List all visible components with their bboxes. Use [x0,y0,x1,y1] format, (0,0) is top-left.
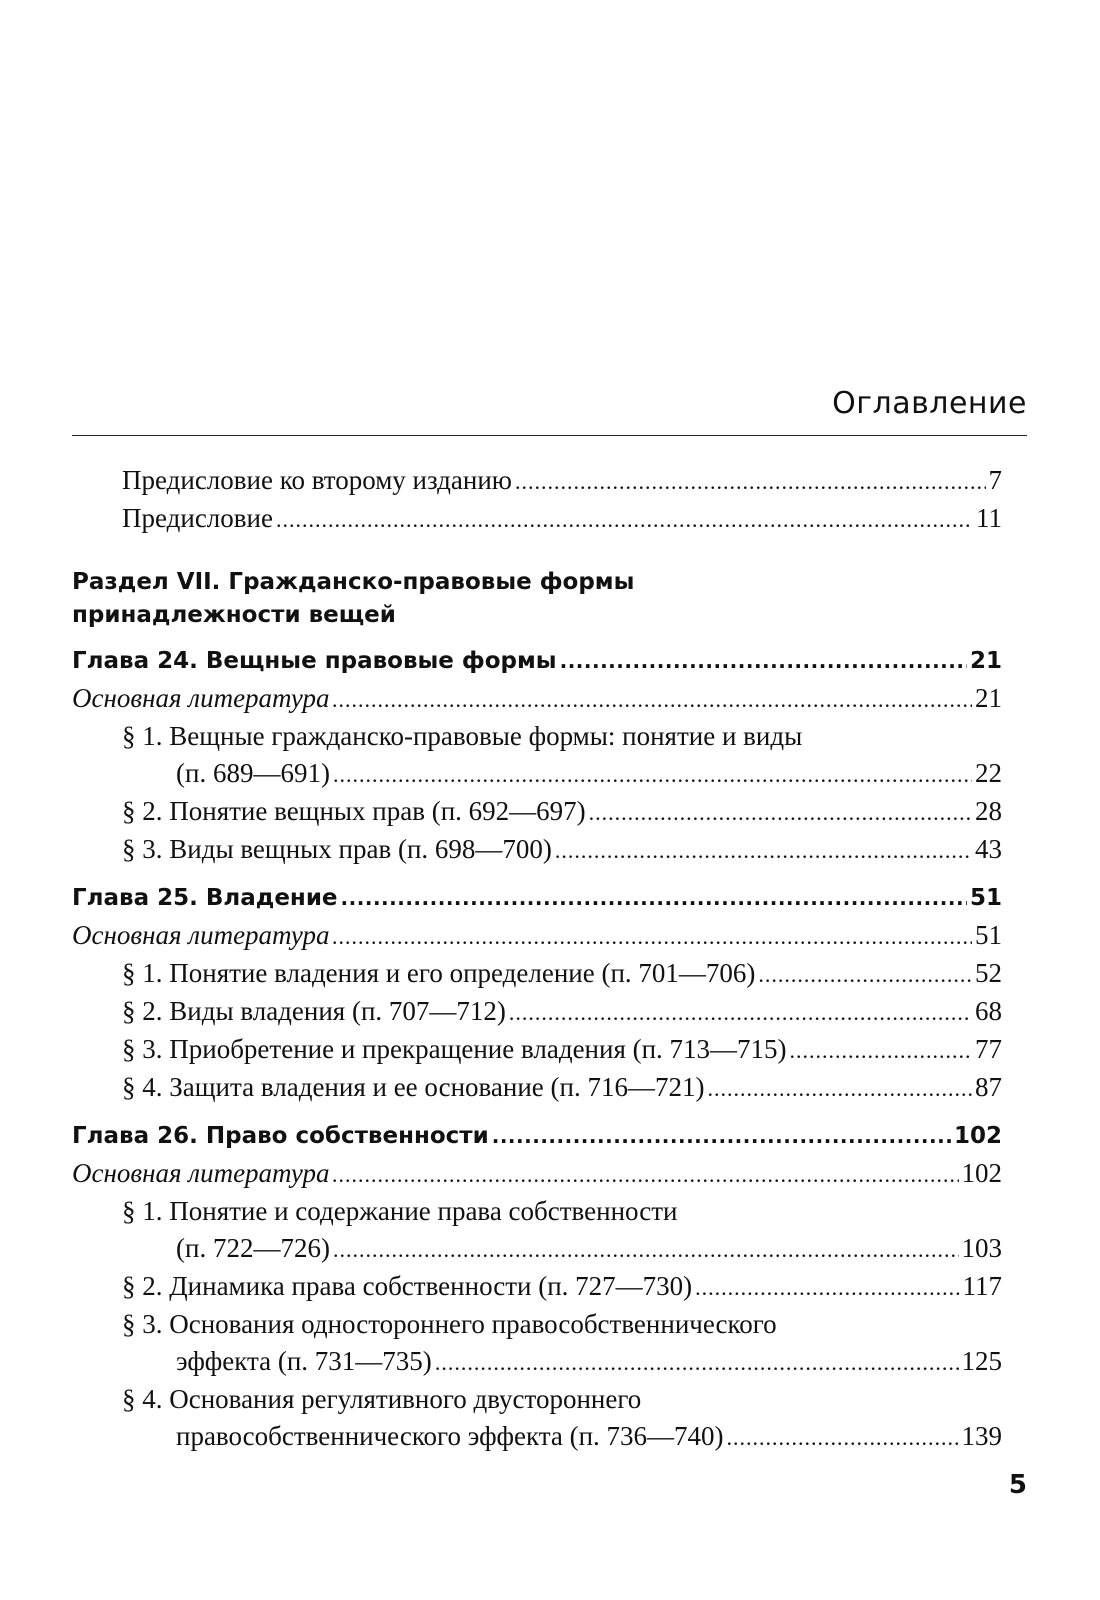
dot-leader [333,1230,959,1268]
dot-leader [341,881,967,915]
chapter-title: Глава 26. Право собственности [72,1123,489,1149]
entry-page: 22 [975,758,1002,788]
dot-leader [333,1155,959,1193]
entry-title: § 1. Понятие владения и его определение (п. 701—706) [122,958,756,988]
toc-heading: Оглавление [832,386,1027,421]
entry-page: 11 [976,503,1002,533]
toc-entry-literature[interactable] [72,1155,1002,1193]
entry-page: 117 [962,1271,1002,1301]
toc-entry-ch24-s1[interactable] [72,718,1002,793]
entry-title-line-2: эффекта (п. 731—735) [176,1346,432,1376]
section-line-2: принадлежности вещей [72,602,396,628]
dot-leader [589,793,972,831]
entry-title: Основная литература [72,1158,330,1188]
entry-page: 77 [975,1034,1002,1064]
entry-page: 87 [975,1072,1002,1102]
toc-entry-ch26-s3[interactable] [72,1306,1002,1381]
entry-title-line-1: § 1. Понятие и содержание права собственности [122,1196,678,1226]
entry-title: § 2. Динамика права собственности (п. 727—730) [122,1271,693,1301]
dot-leader [515,462,986,500]
toc-entry-ch26-s2[interactable] [72,1268,1002,1306]
toc-chapter-24[interactable] [72,644,1002,678]
toc-chapter-26[interactable] [72,1119,1002,1153]
section-line-1: Раздел VII. Гражданско-правовые формы [72,569,635,595]
dot-leader [435,1343,959,1381]
dot-leader [509,993,972,1031]
toc-entry-ch24-s2[interactable] [72,793,1002,831]
toc-entry-ch25-s3[interactable] [72,1031,1002,1069]
entry-page: 68 [975,996,1002,1026]
entry-page: 103 [961,1233,1002,1263]
entry-title-line-2: (п. 722—726) [176,1233,330,1263]
entry-page: 139 [961,1421,1002,1451]
entry-title-line-2: (п. 689—691) [176,758,330,788]
entry-page: 102 [961,1158,1002,1188]
chapter-page: 102 [953,1123,1002,1149]
entry-title-line-2: правособственнического эффекта (п. 736—740) [176,1421,724,1451]
dot-leader [492,1119,951,1153]
entry-title: Предисловие [122,503,273,533]
dot-leader [560,644,967,678]
chapter-title: Глава 25. Владение [72,885,338,911]
dot-leader [695,1268,959,1306]
table-of-contents [72,462,1002,1456]
entry-title: § 2. Виды владения (п. 707—712) [122,996,506,1026]
dot-leader [333,917,972,955]
toc-entry-ch25-s1[interactable] [72,955,1002,993]
section-heading [72,566,1002,632]
dot-leader [758,955,972,993]
entry-title: § 2. Понятие вещных прав (п. 692—697) [122,796,586,826]
entry-title-line-1: § 4. Основания регулятивного двустороннего [122,1384,642,1414]
page-number: 5 [1008,1470,1027,1500]
entry-page: 28 [975,796,1002,826]
toc-entry-literature[interactable] [72,917,1002,955]
chapter-title: Глава 24. Вещные правовые формы [72,648,557,674]
chapter-page: 51 [969,885,1002,911]
heading-rule [72,435,1027,436]
dot-leader [727,1418,959,1456]
toc-entry-ch26-s4[interactable] [72,1381,1002,1456]
entry-page: 21 [975,683,1002,713]
toc-entry-ch25-s4[interactable] [72,1069,1002,1107]
entry-page: 7 [988,465,1002,495]
entry-page: 125 [961,1346,1002,1376]
entry-title: Основная литература [72,920,330,950]
entry-title: § 4. Защита владения и ее основание (п. 716—721) [122,1072,705,1102]
toc-entry-ch26-s1[interactable] [72,1193,1002,1268]
entry-title: § 3. Виды вещных прав (п. 698—700) [122,834,552,864]
entry-title-line-1: § 3. Основания одностороннего правособственнического [122,1309,777,1339]
toc-chapter-25[interactable] [72,881,1002,915]
dot-leader [790,1031,972,1069]
toc-entry-literature[interactable] [72,680,1002,718]
dot-leader [333,755,972,793]
toc-entry-preface[interactable] [72,500,1002,538]
entry-title-line-1: § 1. Вещные гражданско-правовые формы: понятие и виды [122,721,803,751]
toc-entry-ch24-s3[interactable] [72,831,1002,869]
entry-title: Предисловие ко второму изданию [122,465,512,495]
chapter-page: 21 [969,648,1002,674]
entry-page: 51 [975,920,1002,950]
dot-leader [333,680,972,718]
dot-leader [707,1069,972,1107]
entry-title: Основная литература [72,683,330,713]
dot-leader [276,500,973,538]
entry-page: 43 [975,834,1002,864]
entry-title: § 3. Приобретение и прекращение владения (п. 713—715) [122,1034,787,1064]
dot-leader [555,831,972,869]
book-page [72,0,1027,1600]
toc-entry-preface-2nd[interactable] [72,462,1002,500]
toc-entry-ch25-s2[interactable] [72,993,1002,1031]
entry-page: 52 [975,958,1002,988]
